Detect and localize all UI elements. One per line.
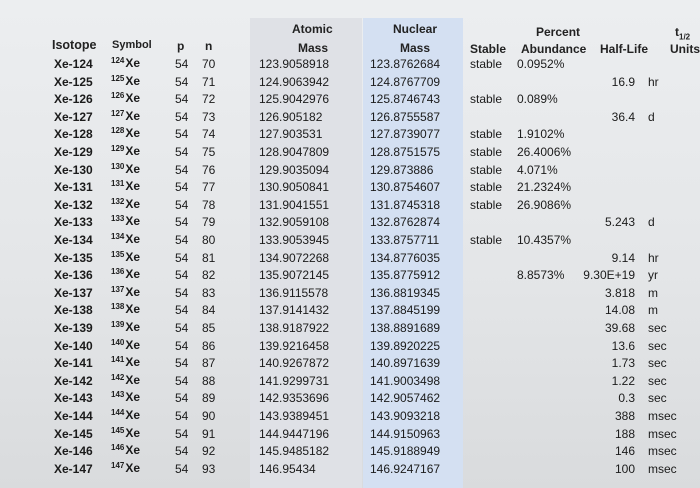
header-atomic-1: Atomic bbox=[292, 22, 333, 36]
symbol-cell bbox=[111, 265, 140, 281]
isotope-cell: Xe-125 bbox=[54, 75, 93, 89]
isotope-cell: Xe-127 bbox=[54, 110, 93, 124]
element-symbol: Xe bbox=[125, 320, 141, 334]
mass-number-superscript: 140 bbox=[111, 338, 125, 347]
atomic-mass-cell: 131.9041551 bbox=[259, 198, 330, 212]
element-symbol: Xe bbox=[125, 338, 141, 352]
halflife-cell: 188 bbox=[614, 427, 635, 441]
isotope-cell: Xe-141 bbox=[54, 356, 93, 370]
halflife-cell: 1.73 bbox=[611, 356, 635, 370]
units-cell: sec bbox=[648, 339, 667, 353]
stable-cell: stable bbox=[470, 127, 503, 141]
protons-cell: 54 bbox=[175, 215, 189, 229]
protons-cell: 54 bbox=[175, 233, 189, 247]
halflife-cell: 1.22 bbox=[611, 374, 635, 388]
element-symbol: Xe bbox=[125, 109, 141, 123]
atomic-mass-cell: 141.9299731 bbox=[259, 374, 330, 388]
abundance-cell: 1.9102% bbox=[517, 127, 565, 141]
neutrons-cell: 86 bbox=[202, 339, 216, 353]
element-symbol: Xe bbox=[125, 126, 141, 140]
nuclear-mass-cell: 140.8971639 bbox=[370, 356, 441, 370]
symbol-cell bbox=[111, 353, 140, 369]
atomic-mass-cell: 130.9050841 bbox=[259, 180, 330, 194]
nuclear-mass-cell: 143.9093218 bbox=[370, 409, 441, 423]
atomic-mass-cell: 145.9485182 bbox=[259, 444, 330, 458]
element-symbol: Xe bbox=[125, 390, 141, 404]
mass-number-superscript: 136 bbox=[111, 267, 125, 276]
isotope-cell: Xe-130 bbox=[54, 163, 93, 177]
symbol-cell bbox=[111, 248, 140, 264]
protons-cell: 54 bbox=[175, 374, 189, 388]
nuclear-mass-cell: 141.9003498 bbox=[370, 374, 441, 388]
neutrons-cell: 77 bbox=[202, 180, 216, 194]
header-percent-1: Percent bbox=[536, 25, 581, 39]
mass-number-superscript: 139 bbox=[111, 320, 125, 329]
protons-cell: 54 bbox=[175, 409, 189, 423]
protons-cell: 54 bbox=[175, 145, 189, 159]
neutrons-cell: 92 bbox=[202, 444, 216, 458]
mass-number-superscript: 126 bbox=[111, 91, 125, 100]
stable-cell: stable bbox=[470, 198, 503, 212]
atomic-mass-cell: 146.95434 bbox=[259, 462, 316, 476]
protons-cell: 54 bbox=[175, 92, 189, 106]
abundance-cell: 8.8573% bbox=[517, 268, 565, 282]
protons-cell: 54 bbox=[175, 57, 189, 71]
header-t-half: $t_{1/2}$ bbox=[675, 25, 691, 42]
atomic-mass-cell: 136.9115578 bbox=[259, 286, 329, 300]
atomic-mass-cell: 125.9042976 bbox=[259, 92, 330, 106]
neutrons-cell: 80 bbox=[202, 233, 216, 247]
symbol-cell bbox=[111, 142, 140, 158]
nuclear-mass-cell: 127.8739077 bbox=[370, 127, 441, 141]
mass-number-superscript: 127 bbox=[111, 109, 125, 118]
stable-cell: stable bbox=[470, 92, 503, 106]
symbol-cell bbox=[111, 300, 140, 316]
halflife-cell: 16.9 bbox=[611, 75, 635, 89]
neutrons-cell: 91 bbox=[202, 427, 216, 441]
nuclear-mass-cell: 138.8891689 bbox=[370, 321, 441, 335]
atomic-mass-cell: 134.9072268 bbox=[259, 251, 330, 265]
header-stable: Stable bbox=[470, 42, 507, 56]
atomic-mass-cell: 143.9389451 bbox=[259, 409, 330, 423]
units-cell: hr bbox=[648, 75, 659, 89]
symbol-cell bbox=[111, 441, 140, 457]
neutrons-cell: 87 bbox=[202, 356, 216, 370]
units-cell: msec bbox=[648, 427, 677, 441]
symbol-cell bbox=[111, 195, 140, 211]
nuclear-mass-cell: 136.8819345 bbox=[370, 286, 441, 300]
protons-cell: 54 bbox=[175, 127, 189, 141]
symbol-cell bbox=[111, 388, 140, 404]
isotope-cell: Xe-138 bbox=[54, 303, 93, 317]
atomic-mass-cell: 132.9059108 bbox=[259, 215, 330, 229]
element-symbol: Xe bbox=[125, 250, 141, 264]
mass-number-superscript: 135 bbox=[111, 250, 125, 259]
protons-cell: 54 bbox=[175, 444, 189, 458]
isotope-cell: Xe-136 bbox=[54, 268, 93, 282]
neutrons-cell: 85 bbox=[202, 321, 216, 335]
neutrons-cell: 78 bbox=[202, 198, 216, 212]
neutrons-cell: 83 bbox=[202, 286, 216, 300]
mass-number-superscript: 146 bbox=[111, 443, 125, 452]
neutrons-cell: 89 bbox=[202, 391, 216, 405]
isotope-cell: Xe-133 bbox=[54, 215, 93, 229]
element-symbol: Xe bbox=[125, 179, 141, 193]
nuclear-mass-cell: 129.873886 bbox=[370, 163, 434, 177]
neutrons-cell: 90 bbox=[202, 409, 216, 423]
atomic-mass-cell: 142.9353696 bbox=[259, 391, 330, 405]
protons-cell: 54 bbox=[175, 198, 189, 212]
protons-cell: 54 bbox=[175, 339, 189, 353]
nuclear-mass-cell: 134.8776035 bbox=[370, 251, 441, 265]
neutrons-cell: 75 bbox=[202, 145, 216, 159]
atomic-mass-cell: 127.903531 bbox=[259, 127, 323, 141]
mass-number-superscript: 131 bbox=[111, 179, 125, 188]
protons-cell: 54 bbox=[175, 356, 189, 370]
stable-cell: stable bbox=[470, 180, 503, 194]
symbol-cell bbox=[111, 124, 140, 140]
symbol-cell bbox=[111, 371, 140, 387]
mass-number-superscript: 138 bbox=[111, 302, 125, 311]
element-symbol: Xe bbox=[125, 56, 141, 70]
header-n: n bbox=[205, 39, 213, 53]
nuclear-mass-cell: 142.9057462 bbox=[370, 391, 441, 405]
units-cell: msec bbox=[648, 444, 677, 458]
element-symbol: Xe bbox=[125, 302, 141, 316]
neutrons-cell: 82 bbox=[202, 268, 216, 282]
units-cell: msec bbox=[648, 409, 677, 423]
symbol-cell bbox=[111, 459, 140, 475]
neutrons-cell: 76 bbox=[202, 163, 216, 177]
nuclear-mass-cell: 137.8845199 bbox=[370, 303, 441, 317]
atomic-mass-cell: 137.9141432 bbox=[259, 303, 330, 317]
header-nuclear-2: Mass bbox=[400, 41, 431, 55]
symbol-cell bbox=[111, 160, 140, 176]
atomic-mass-cell: 140.9267872 bbox=[259, 356, 330, 370]
halflife-cell: 3.818 bbox=[604, 286, 635, 300]
isotope-cell: Xe-124 bbox=[54, 57, 93, 71]
header-nuclear-1: Nuclear bbox=[393, 22, 438, 36]
units-cell: hr bbox=[648, 251, 659, 265]
mass-number-superscript: 132 bbox=[111, 197, 125, 206]
mass-number-superscript: 128 bbox=[111, 126, 125, 135]
units-cell: sec bbox=[648, 356, 667, 370]
nuclear-mass-cell: 128.8751575 bbox=[370, 145, 441, 159]
symbol-cell bbox=[111, 177, 140, 193]
nuclear-mass-cell: 146.9247167 bbox=[370, 462, 441, 476]
nuclear-mass-cell: 130.8754607 bbox=[370, 180, 441, 194]
units-cell: sec bbox=[648, 321, 667, 335]
isotope-cell: Xe-134 bbox=[54, 233, 93, 247]
mass-number-superscript: 124 bbox=[111, 56, 125, 65]
protons-cell: 54 bbox=[175, 268, 189, 282]
isotope-cell: Xe-144 bbox=[54, 409, 93, 423]
abundance-cell: 26.9086% bbox=[517, 198, 572, 212]
isotope-cell: Xe-132 bbox=[54, 198, 93, 212]
element-symbol: Xe bbox=[125, 91, 141, 105]
isotope-cell: Xe-146 bbox=[54, 444, 93, 458]
symbol-cell bbox=[111, 336, 140, 352]
header-units: Units bbox=[670, 42, 700, 56]
mass-number-superscript: 130 bbox=[111, 162, 125, 171]
isotope-cell: Xe-140 bbox=[54, 339, 93, 353]
isotope-cell: Xe-139 bbox=[54, 321, 93, 335]
abundance-cell: 0.089% bbox=[517, 92, 558, 106]
nuclear-mass-cell: 123.8762684 bbox=[370, 57, 441, 71]
isotope-cell: Xe-145 bbox=[54, 427, 93, 441]
isotope-cell: Xe-126 bbox=[54, 92, 93, 106]
isotope-cell: Xe-137 bbox=[54, 286, 93, 300]
stable-cell: stable bbox=[470, 145, 503, 159]
header-p: p bbox=[177, 39, 185, 53]
nuclear-mass-cell: 133.8757711 bbox=[370, 233, 440, 247]
protons-cell: 54 bbox=[175, 163, 189, 177]
protons-cell: 54 bbox=[175, 303, 189, 317]
nuclear-mass-cell: 126.8755587 bbox=[370, 110, 441, 124]
neutrons-cell: 70 bbox=[202, 57, 216, 71]
mass-number-superscript: 142 bbox=[111, 373, 125, 382]
mass-number-superscript: 129 bbox=[111, 144, 125, 153]
stable-cell: stable bbox=[470, 57, 503, 71]
protons-cell: 54 bbox=[175, 110, 189, 124]
element-symbol: Xe bbox=[125, 461, 141, 475]
isotope-cell: Xe-129 bbox=[54, 145, 93, 159]
stable-cell: stable bbox=[470, 163, 503, 177]
nuclear-mass-cell: 135.8775912 bbox=[370, 268, 441, 282]
neutrons-cell: 88 bbox=[202, 374, 216, 388]
symbol-cell bbox=[111, 424, 140, 440]
isotope-cell: Xe-147 bbox=[54, 462, 93, 476]
element-symbol: Xe bbox=[125, 426, 141, 440]
nuclear-mass-cell: 132.8762874 bbox=[370, 215, 441, 229]
atomic-mass-cell: 133.9053945 bbox=[259, 233, 330, 247]
mass-number-superscript: 125 bbox=[111, 74, 125, 83]
symbol-cell bbox=[111, 212, 140, 228]
neutrons-cell: 93 bbox=[202, 462, 216, 476]
nuclear-mass-cell: 139.8920225 bbox=[370, 339, 441, 353]
protons-cell: 54 bbox=[175, 251, 189, 265]
atomic-mass-cell: 135.9072145 bbox=[259, 268, 330, 282]
halflife-cell: 13.6 bbox=[611, 339, 635, 353]
mass-number-superscript: 137 bbox=[111, 285, 125, 294]
halflife-cell: 100 bbox=[614, 462, 635, 476]
element-symbol: Xe bbox=[125, 162, 141, 176]
element-symbol: Xe bbox=[125, 355, 141, 369]
abundance-cell: 0.0952% bbox=[517, 57, 565, 71]
header-atomic-2: Mass bbox=[298, 41, 329, 55]
neutrons-cell: 79 bbox=[202, 215, 216, 229]
protons-cell: 54 bbox=[175, 286, 189, 300]
header-symbol: Symbol bbox=[112, 39, 152, 51]
atomic-mass-cell: 128.9047809 bbox=[259, 145, 330, 159]
neutrons-cell: 72 bbox=[202, 92, 216, 106]
halflife-cell: 5.243 bbox=[604, 215, 635, 229]
isotope-cell: Xe-135 bbox=[54, 251, 93, 265]
element-symbol: Xe bbox=[125, 144, 141, 158]
nuclear-mass-cell: 145.9188949 bbox=[370, 444, 441, 458]
nuclear-mass-cell: 144.9150963 bbox=[370, 427, 441, 441]
mass-number-superscript: 144 bbox=[111, 408, 125, 417]
neutrons-cell: 74 bbox=[202, 127, 216, 141]
nuclear-mass-cell: 124.8767709 bbox=[370, 75, 441, 89]
atomic-mass-cell: 144.9447196 bbox=[259, 427, 330, 441]
abundance-cell: 4.071% bbox=[517, 163, 558, 177]
protons-cell: 54 bbox=[175, 75, 189, 89]
element-symbol: Xe bbox=[125, 197, 141, 211]
atomic-mass-cell: 139.9216458 bbox=[259, 339, 330, 353]
symbol-cell bbox=[111, 406, 140, 422]
protons-cell: 54 bbox=[175, 321, 189, 335]
units-cell: yr bbox=[648, 268, 658, 282]
symbol-cell bbox=[111, 318, 140, 334]
abundance-cell: 26.4006% bbox=[517, 145, 572, 159]
units-cell: msec bbox=[648, 462, 677, 476]
halflife-cell: 9.14 bbox=[611, 251, 635, 265]
halflife-cell: 388 bbox=[614, 409, 635, 423]
element-symbol: Xe bbox=[125, 408, 141, 422]
header-halflife: Half-Life bbox=[600, 42, 648, 56]
halflife-cell: 39.68 bbox=[604, 321, 635, 335]
halflife-cell: 9.30E+19 bbox=[583, 268, 635, 282]
abundance-cell: 21.2324% bbox=[517, 180, 572, 194]
protons-cell: 54 bbox=[175, 180, 189, 194]
mass-number-superscript: 145 bbox=[111, 426, 125, 435]
units-cell: d bbox=[648, 110, 655, 124]
neutrons-cell: 71 bbox=[202, 75, 216, 89]
symbol-cell bbox=[111, 89, 140, 105]
nuclear-mass-cell: 125.8746743 bbox=[370, 92, 441, 106]
symbol-cell bbox=[111, 107, 140, 123]
nuclear-mass-cell: 131.8745318 bbox=[370, 198, 441, 212]
isotope-cell: Xe-128 bbox=[54, 127, 93, 141]
halflife-cell: 146 bbox=[614, 444, 635, 458]
symbol-cell bbox=[111, 283, 140, 299]
mass-number-superscript: 134 bbox=[111, 232, 125, 241]
isotope-cell: Xe-143 bbox=[54, 391, 93, 405]
halflife-cell: 0.3 bbox=[618, 391, 635, 405]
header-percent-2: Abundance bbox=[521, 42, 587, 56]
halflife-cell: 14.08 bbox=[604, 303, 635, 317]
element-symbol: Xe bbox=[125, 443, 141, 457]
element-symbol: Xe bbox=[125, 74, 141, 88]
units-cell: m bbox=[648, 286, 658, 300]
neutrons-cell: 84 bbox=[202, 303, 216, 317]
protons-cell: 54 bbox=[175, 427, 189, 441]
element-symbol: Xe bbox=[125, 232, 141, 246]
element-symbol: Xe bbox=[125, 214, 141, 228]
symbol-cell bbox=[111, 72, 140, 88]
stable-cell: stable bbox=[470, 233, 503, 247]
mass-number-superscript: 147 bbox=[111, 461, 125, 470]
protons-cell: 54 bbox=[175, 391, 189, 405]
mass-number-superscript: 133 bbox=[111, 214, 125, 223]
neutrons-cell: 73 bbox=[202, 110, 216, 124]
protons-cell: 54 bbox=[175, 462, 189, 476]
units-cell: m bbox=[648, 303, 658, 317]
halflife-cell: 36.4 bbox=[611, 110, 635, 124]
mass-number-superscript: 143 bbox=[111, 390, 125, 399]
mass-number-superscript: 141 bbox=[111, 355, 125, 364]
symbol-cell bbox=[111, 230, 140, 246]
atomic-mass-cell: 129.9035094 bbox=[259, 163, 330, 177]
atomic-mass-cell: 124.9063942 bbox=[259, 75, 330, 89]
element-symbol: Xe bbox=[125, 267, 141, 281]
isotope-cell: Xe-131 bbox=[54, 180, 93, 194]
header-isotope: Isotope bbox=[52, 38, 97, 52]
units-cell: sec bbox=[648, 391, 667, 405]
neutrons-cell: 81 bbox=[202, 251, 216, 265]
element-symbol: Xe bbox=[125, 373, 141, 387]
atomic-mass-cell: 123.9058918 bbox=[259, 57, 330, 71]
isotope-cell: Xe-142 bbox=[54, 374, 93, 388]
units-cell: sec bbox=[648, 374, 667, 388]
atomic-mass-cell: 126.905182 bbox=[259, 110, 323, 124]
abundance-cell: 10.4357% bbox=[517, 233, 572, 247]
element-symbol: Xe bbox=[125, 285, 141, 299]
atomic-mass-cell: 138.9187922 bbox=[259, 321, 330, 335]
units-cell: d bbox=[648, 215, 655, 229]
symbol-cell bbox=[111, 54, 140, 70]
